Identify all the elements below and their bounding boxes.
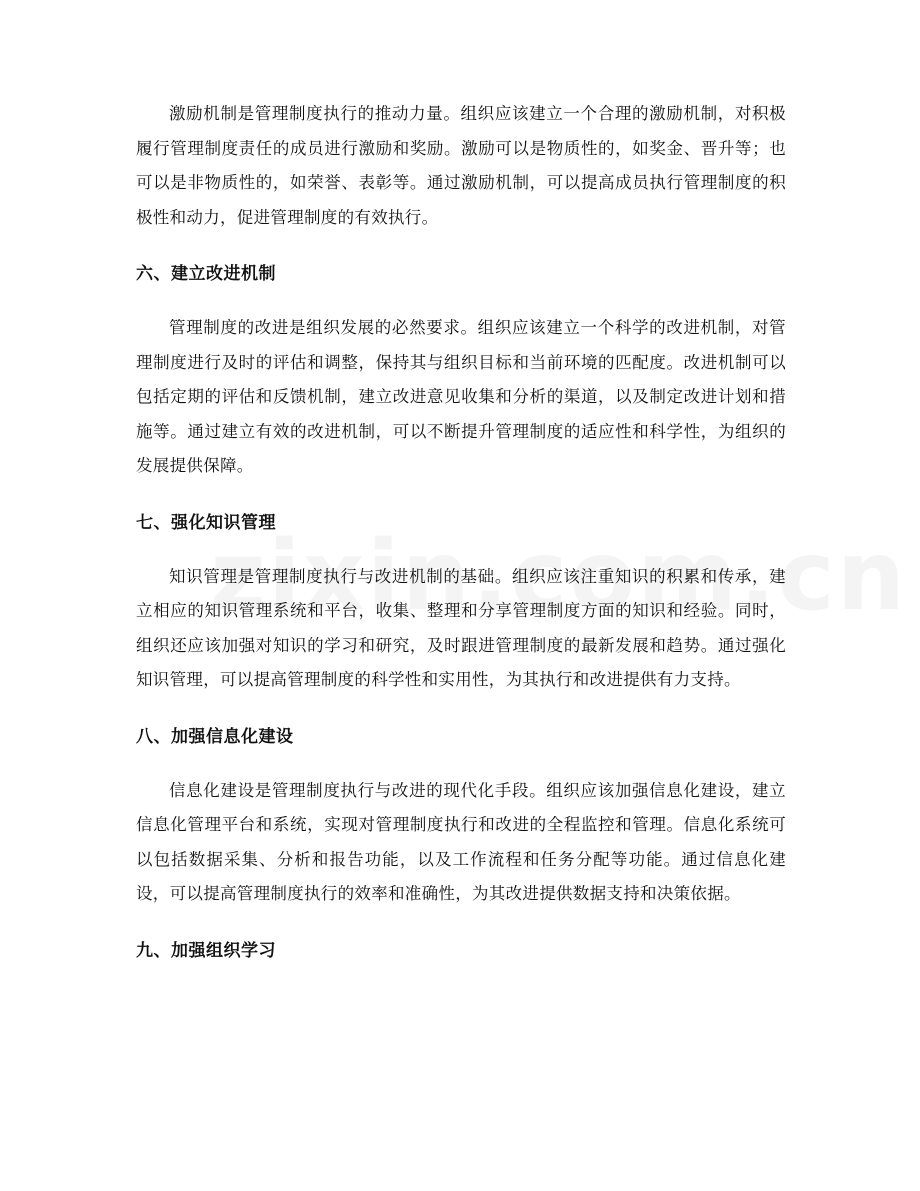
- paragraph-incentive-mechanism: 激励机制是管理制度执行的推动力量。组织应该建立一个合理的激励机制，对积极履行管理制度责任的成员进行激励和奖励。激励可以是物质性的，如奖金、晋升等；也可以是非物质性的，如荣誉、表彰等。通过激励机制，可以提高成员执行管理制度的积极性和动力，促进管理制度的有效执行。: [136, 104, 786, 227]
- heading-improvement-mechanism: 六、建立改进机制: [136, 264, 276, 284]
- paragraph-knowledge-management: 知识管理是管理制度执行与改进机制的基础。组织应该注重知识的积累和传承，建立相应的知识管理系统和平台，收集、整理和分享管理制度方面的知识和经验。同时，组织还应该加强对知识的学习和研究，及时跟进管理制度的最新发展和趋势。通过强化知识管理，可以提高管理制度的科学性和实用性，为其执行和改进提供有力支持。: [136, 566, 786, 689]
- heading-knowledge-management: 七、强化知识管理: [136, 512, 276, 533]
- document-body: [136, 97, 786, 966]
- paragraph-improvement-mechanism: 管理制度的改进是组织发展的必然要求。组织应该建立一个科学的改进机制，对管理制度进行及时的评估和调整，保持其与组织目标和当前环境的匹配度。改进机制可以包括定期的评估和反馈机制，建立改进意见收集和分析的渠道，以及制定改进计划和措施等。通过建立有效的改进机制，可以不断提升管理制度的适应性和科学性，为组织的发展提供保障。: [136, 318, 786, 475]
- paragraph-informatization: 信息化建设是管理制度执行与改进的现代化手段。组织应该加强信息化建设，建立信息化管理平台和系统，实现对管理制度执行和改进的全程监控和管理。信息化系统可以包括数据采集、分析和报告功能，以及工作流程和任务分配等功能。通过信息化建设，可以提高管理制度执行的效率和准确性，为其改进提供数据支持和决策依据。: [136, 780, 786, 903]
- heading-informatization: 八、加强信息化建设: [136, 726, 294, 747]
- heading-organizational-learning: 九、加强组织学习: [136, 940, 276, 961]
